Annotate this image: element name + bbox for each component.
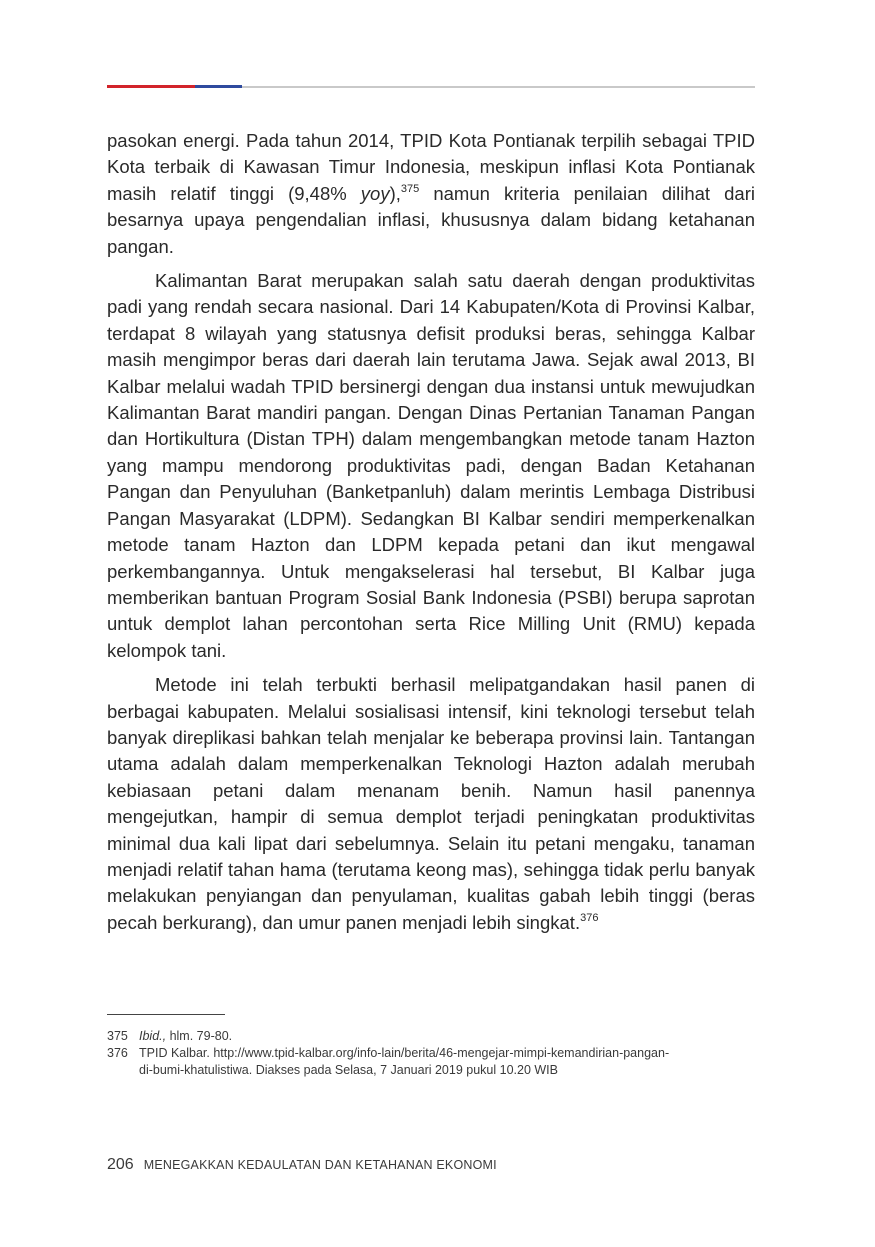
paragraph-3 [107, 672, 755, 936]
footnotes [107, 1028, 755, 1079]
footnote-body: hlm. 79-80. [166, 1029, 233, 1043]
paragraph-1 [107, 128, 755, 260]
footnote-number: 376 [107, 1046, 128, 1060]
header-rule-gray [242, 86, 755, 88]
paragraph-3-text: Metode ini telah terbukti berhasil melipatgandakan hasil panen di berbagai kabupaten. Melalui sosialisasi intensif, kini teknologi tersebut telah banyak direplikasi bahkan telah menjalar ke beberapa provinsi lain. Tantangan utama adalah dalam memperkenalkan Teknologi Hazton adalah merubah kebiasaan petani dalam menanam benih. Namun hasil panennya mengejutkan, hampir di semua demplot terjadi peningkatan produktivitas minimal dua kali lipat dari sebelumnya. Selain itu petani mengaku, tanaman menjadi relatif tahan hama (terutama keong mas), sehingga tidak perlu banyak melakukan penyiangan dan penyulaman, kualitas gabah lebih tinggi (beras pecah berkurang), dan umur panen menjadi lebih singkat. [107, 674, 755, 933]
header-rule-red [107, 85, 195, 88]
footnote-376 [107, 1045, 755, 1062]
footnote-italic: Ibid., [139, 1029, 167, 1043]
paragraph-2: Kalimantan Barat merupakan salah satu daerah dengan produktivitas padi yang rendah secara nasional. Dari 14 Kabupaten/Kota di Provinsi Kalbar, terdapat 8 wilayah yang statusnya defisit produksi beras, sehingga Kalbar masih mengimpor beras dari daerah lain terutama Jawa. Sejak awal 2013, BI Kalbar melalui wadah TPID bersinergi dengan dua instansi untuk mewujudkan Kalimantan Barat mandiri pangan. Dengan Dinas Pertanian Tanaman Pangan dan Hortikultura (Distan TPH) dalam mengembangkan metode tanam Hazton yang mampu mendorong produktivitas padi, dengan Badan Ketahanan Pangan dan Penyuluhan (Banketpanluh) dalam merintis Lembaga Distribusi Pangan Masyarakat (LDPM). Sedangkan BI Kalbar sendiri memperkenalkan metode tanam Hazton dan LDPM kepada petani dan ikut mengawal perkembangannya. Untuk mengakselerasi hal tersebut, BI Kalbar juga memberikan bantuan Program Sosial Bank Indonesia (PSBI) berupa saprotan untuk demplot lahan percontohan serta Rice Milling Unit (RMU) kepada kelompok tani. [107, 270, 755, 661]
page-number: 206 [107, 1156, 134, 1173]
paragraph-1-text-c: namun kriteria penilaian dilihat dari besarnya upaya pengendalian inflasi, khususnya dalam bidang ketahanan pangan. [107, 182, 755, 257]
footnote-number: 375 [107, 1029, 128, 1043]
header-rule-blue [195, 85, 242, 88]
paragraph-1-italic: yoy [360, 182, 390, 204]
footnote-376-continuation: di-bumi-khatulistiwa. Diakses pada Selasa, 7 Januari 2019 pukul 10.20 WIB [139, 1063, 558, 1077]
footnote-text [139, 1028, 755, 1045]
footnote-link-line: TPID Kalbar. http://www.tpid-kalbar.org/info-lain/berita/46-mengejar-mimpi-kemandirian-pangan- [139, 1046, 670, 1060]
body-text [107, 128, 755, 944]
footnote-ref-376: 376 [580, 911, 599, 924]
paragraph-1-text-a: pasokan energi. Pada tahun 2014, TPID Kota Pontianak terpilih sebagai TPID Kota terbaik di Kawasan Timur Indonesia, meskipun inflasi Kota Pontianak masih relatif tinggi (9,48% [107, 130, 755, 204]
footnote-ref-375: 375 [400, 182, 420, 195]
paragraph-1-text-b: ), [389, 182, 401, 204]
footnote-divider [107, 1014, 225, 1015]
footnote-375 [107, 1028, 755, 1045]
running-title: MENEGAKKAN KEDAULATAN DAN KETAHANAN EKONOMI [143, 1158, 497, 1172]
page-footer [107, 1156, 497, 1174]
